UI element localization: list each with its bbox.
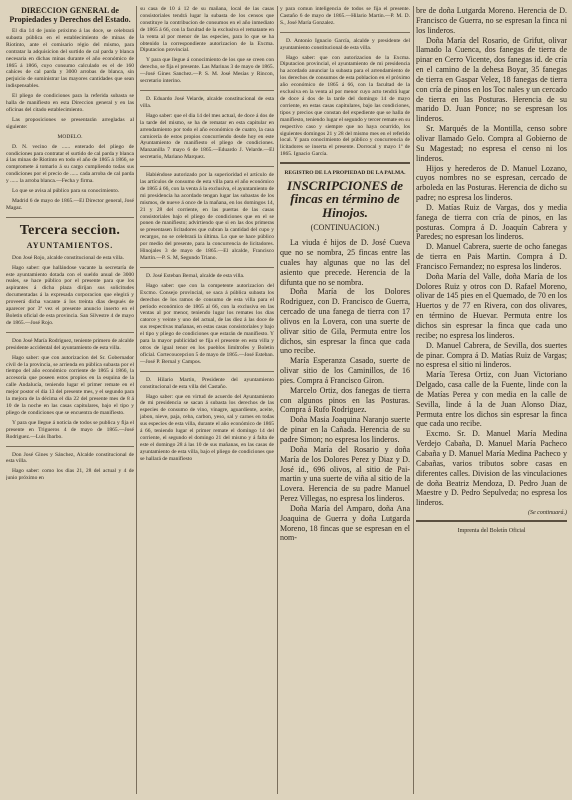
entry: D. Manuel Cabrera, de Sevilla, dos suertes de pinar. Compra á D. Matías Ruiz de Vargas; no espresa el sitio ni linderos.	[416, 340, 567, 370]
divider	[140, 166, 274, 167]
divider	[6, 446, 134, 447]
notice: Don José Rojo, alcalde constitucional de esta villa.	[12, 254, 124, 261]
notice: Hago saber: como los dias 21, 28 del actual y 4 de junio próximo en	[6, 468, 134, 482]
entry: D. Matías Ruiz de Vargas, dos y media fanega de tierra con cría de pinos, en las posturas. Compra á D. Joaquín Cabrera y Paredes; no espresan los linderos.	[416, 202, 567, 242]
model-text: D. N. vecino de ...... enterado del pliego de condiciones para contratar el surtido de cal parda y blanca á las minas de Riotinto en todo el año de 1865 á 1866, se compromete á tomarlo á su cargo cumpliendo todas sus condiciones por el precio de ...... cada arroba de cal parda y ...... la arroba blanca.—Fecha y firma.	[6, 143, 134, 185]
divider	[140, 90, 274, 91]
column-1	[6, 6, 134, 796]
divider	[6, 332, 134, 333]
continuation-label: (CONTINUACION.)	[310, 223, 380, 233]
notice: Hago saber: que con la competente autorizacion del Excmo. Consejo provincial, se saca á pública subasta los derechos de los ramos de consumo de esta villa para el período económico de 1865 al 66, con la exclusiva en las ventas al por menor, teniendo lugar los remates los dias catorce y veinte y uno del actual, de las diez á las doce de sus respectivas mañanas, en estas casas consistoriales y bajo el tipo y pliego de condiciones que estarán de manifiesto. Y para la mayor publicidad se fija el presente en esta villa y otros de igual tenor en los pueblos limítrofes y Boletin oficial. Cortecoucepcion 5 de mayo de 1865.—José Esteban.—José P. Bernal y Campos.	[140, 282, 274, 365]
column-rule	[277, 6, 278, 794]
printer-imprint: Imprenta del Boletín Oficial	[457, 528, 526, 535]
paragraph: El pliego de condiciones para la referida subasta se halla de manifiesto en esta Direccion general y en las oficinas del citado establecimiento.	[6, 93, 134, 113]
notice: D. Antonio Ignacio García, alcalde y presidente del ayuntamiento constitucional de esta villa.	[280, 37, 410, 51]
registry-header: REGISTRO DE LA PROPIEDAD DE LA PALMA.	[284, 170, 406, 177]
divider	[280, 162, 410, 164]
entry: La viuda é hijos de D. José Cueva que no se nombra, 25 fincas entre las cuales hay algunas que no las del asiento que precede. Herencia de la difunta que no se nombra.	[280, 238, 410, 287]
column-rule	[136, 6, 137, 794]
entry: Hijos y herederos de D. Manuel Lozano, cuyos nombres no se espresan, cercado de arboleda en las Posturas. Herencia de dicho su padre; no espresa los linderos.	[416, 163, 567, 203]
notice: Habiéndose autorizado por la superioridad el artículo de las artículos de consumo de esta villa para el año económico de 1865 á 66, con la venta á la exclusiva, el ayuntamiento de mi presidencia ha acordado tengan lugar las subastas de los mismos, de nueve á once de la mañana, en los domingos 14, 21 y 28 del corriente, en las puertas de las casas consistoriales bajo el pliego de condiciones que en el se ponen de manifiesto; advirtiendo que si en las dos primeras se presentasen licitadores que cubran la cantidad del cupo y recargos, no se celebrará la última. Lo que se hace público por medio del presente, para la concurrencia de licitadores. Hinojales 3 de mayo de 1865.—El alcalde, Francisco Martin.—P. S. M, Segundo Triano.	[140, 172, 274, 261]
entry: Doña María del Valle, doña María de los Dolores Ruiz y otros con D. Rafael Moreno, olivar de 145 pies en el Quemado, de 70 en los Huertos y de 77 en Rivera, con dos olivares, en término de Huevar. Permuta entre los dichos sin espresar la finca que cada uno recibe; no espresa los linderos.	[416, 271, 567, 340]
divider	[140, 267, 274, 268]
notice: D. Eduardo José Velarde, alcalde constitucional de esta villa.	[140, 95, 274, 109]
notice: Hago saber: que con autorizacion del Sr. Gobernador civil de la provincia, se arrienda en pública subasta por el tiempo del año económico corriente de 1865 á 1866, la accesoria que poseen estos propios en la esquina de la calle Andalucía, teniendo lugar el primer remate en el mejor postor el dia 13 del presente mes, y el segundo para la mejora de la décima el dia 22 del presente mes de 8 á 10 de la noche en las casas capitulares, bajo el tipo y pliego de condiciones que se encuentra de manifiesto.	[6, 354, 134, 416]
entry: bre de doña Lutgarda Moreno. Herencia de D. Francisco de Guerra, no se espresan la finca ni los linderos.	[416, 6, 567, 35]
paragraph: El dia 14 de junio próximo á las doce, se celebrará subasta pública en el establecimiento de minas de Riotinto, ante el comisario régio del mismo, para contratar la adquisicion del surtido de cal parda y blanca necesaria en dichas minas durante el año económico de 1865 á 1866, cuyo consumo calculado es el de 160 cahices de cal parda y 3000 arrobas de blanca, sin perjuicio de suministrar las mayores cantidades que sean indispensables.	[6, 28, 134, 90]
divider	[140, 371, 274, 372]
notice: Y para que llegue á noticia de todos se publica y fija el presente en Trigueros 4 de mayo de 1865.—José Rodriguez.—Luis Ibarbo.	[6, 419, 134, 440]
entry: Sr. Marqués de la Montilla, censo sobre olivar llamado Gelo. Compra al Gobierno de Su Magestad; no espresa el censo ni los linderos.	[416, 124, 567, 163]
column-4	[416, 6, 567, 796]
divider	[6, 217, 134, 218]
notice: D. José Esteban Bernal, alcalde de esta villa.	[146, 272, 245, 279]
entry: Doña María del Rosario, de Grifut, olivar llamado la Cuenca, dos fanegas de tierra de pinar en Cerro Vicente, dos fanegas id. de cría en el camino de la dehesa Boyar, 35 fanegas de tierra en Gaspar Velez, 18 fanegas de tierra con cría de pinos en los Toc nales y un cercado de tierra en las Posturas. Herencia de su marido D. Juan Ponce; no se espresan los linderos.	[416, 35, 567, 124]
direccion-header: DIRECCION GENERAL de Propiedades y Derechos del Estado.	[9, 6, 131, 24]
paragraph: Las proposiciones se presentarán arregladas al siguiente:	[6, 116, 134, 130]
notice: D. Hilario Martin, Presidente del ayuntamiento constitucional de esta villa del Castaño.	[140, 376, 274, 390]
entry: Doña Masia Joaquina Naranjo suerte de pinar en la Cañada. Herencia de su padre Simon; no espresa los linderos.	[280, 415, 410, 444]
column-2	[140, 6, 274, 796]
notice: Don José María Rodriguez, teniente primero de alcalde presidente accidental del ayuntamiento de esta villa.	[6, 337, 134, 351]
divider	[280, 32, 410, 33]
notice: Hago saber: que hallándose vacante la secretaría de este ayuntamiento dotada con el sueldo anual de 3000 reales, se hace público por el presente para que los aspirantes á dicha plaza dirijan sus solicitudes documentadas á la expresada corporacion que elegirá y proveerá dicha vacante á los treinta dias después de aparecer por 3ª vez el presente anuncio inserto en el Boletin oficial de esta provincia. San Silvestre 4 de mayo de 1865.—José Rojo.	[6, 264, 134, 326]
signature: Madrid 6 de mayo de 1865.—El Director general, José Magaz.	[6, 197, 134, 211]
to-be-continued: (Se continuará.)	[528, 510, 567, 517]
notice: Hago saber: que con autorizacion de la Excma. Diputacion provincial, el ayuntamiento de mi presidencia ha acordado anunciar la subasta para el arrendamiento de los derechos de consumos de esta poblacion en el próximo año económico de 1865 á 66, con la facultad de la exclusiva en la venta al por menor cuyo acto tendrá lugar de doce á dos de la tarde del domingo 14 de mayo corriente, en estas casas capitulares, bajo las condiciones, tipos y precios que constan del expediente que se halla de manifiesto, teniendo lugar el segundo y tercer remate en su respectivo caso y siempre que no haya ocurrido, los siguientes domingos 21 y 28 del mismo mes en el referido local. Y para conocimiento del público y concurrencia de licitadores se inserta el presente. Dorrocal y mayo 1º de 1865. Ignacio García.	[280, 54, 410, 158]
divider	[416, 520, 567, 522]
section-title: Tercera seccion.	[19, 222, 121, 238]
closing-text: Lo que se avisa al público para su conocimiento.	[12, 188, 120, 195]
entry: Doña María del Rosario y doña María de los Dolores Perez y Diaz y D. José id., 696 olivos, al sitio de Pai-martin y una suerte de viña al sitio de la Lovera. Herencia de su padre Manuel Perez Villegas, no espresa los linderos.	[280, 444, 410, 504]
entry: Excmo. Sr. D. Manuel María Medina Verdejo Cabaña, D. Manuel María Pacheco Cabaña y D. Manuel María Medina Pacheco y Cabañas, varios tributos sobre casas en diferentes calles. Division de las vinculaciones de doña Beatriz Mendoza, D. Pedro Juan de Maestre y D. Pedro Sepulveda; no espresa los linderos.	[416, 429, 567, 508]
entry: D. Manuel Cabrera, suerte de ocho fanegas de tierra en Pais Martin. Compra á D. Francisco Fernandez; no espresa los linderos.	[416, 242, 567, 271]
entry: Doña María de los Dolores Rodriguez, con D. Francisco de Guerra, cercado de una fanega de tierra con 17 olivos en la Lovera, con una suerte de olivar sitio de Gila, Permuta entre los dichos, sin espresar la finca que cada uno recibe.	[280, 287, 410, 356]
notice: Hago saber: que el dia 14 del mes actual, de doce á dos de la tarde del mismo, se ha de rematar en esta capitular en arrendamiento por todo el año económico de cuatro, la casa carnicería de estos propios concurriendo desde hoy en este Ayuntamiento de manifiesto el pliego de condiciones. Manzanilla 7 mayo 6 de 1865.—Eduardo J. Velarde.—El secretario, Mariano Marquez.	[140, 112, 274, 161]
paragraph: su casa de 10 á 12 de su mañana, local de las casas consistoriales tendrá lugar la subasta de los censos que constituye la contribucion de consumos en el año inmediato de 1865 á 66, con la facultad de la exclusiva el rematante en la venta al por menor de las especies, para lo que se ha obtenido la correspondiente autorizacion de la Excma. Diputacion provincial.	[140, 6, 274, 54]
paragraph: Y para que llegue á conocimiento de los que se creen con derecho, se fija el presente. Las Marinas 3 de mayo de 1865.—José Gines Sanchez.—P. S. M. José Mesías y Rincon, secretario interino.	[140, 57, 274, 85]
inscriptions-title: INSCRIPCIONES de fincas en término de Hinojos.	[287, 177, 403, 220]
model-label: MODELO.	[57, 133, 83, 140]
notice: Don José Gines y Sánchez, Alcalde constitucional de esta villa.	[6, 451, 134, 465]
entry: María Teresa Ortiz, con Juan Victoriano Delgado, casa calle de la Fuente, linde con la de Matías Perea y con media en la calle de Sevilla, linde á la de Juan Alonso Diaz, Permuta entre los dichos sin espresar la finca que cada uno recibe.	[416, 370, 567, 429]
notice: Hago saber: que en virtud de acuerdo del Ayuntamiento de mi presidencia se sacan á subasta los derechos de las especies de consumo de vino, vinagre, aguardiente, aceite, jabon, nieve, paja, ceba, carbon, yeso, sal y carnes en todas sus especies de esta villa, durante el año económico de 1865 á 66, teniendo lugar el primer remate el domingo 14 del corriente, el segundo el domingo 21 del mismo y á falta de este el domingo 28 á las 10 de sus mañanas, en las casas de ayuntamiento de esta villa, bajo el pliego de condiciones que se hallará de manifiesto	[140, 393, 274, 462]
column-rule	[413, 6, 414, 794]
entry: Marcelo Ortiz, dos fanegas de tierra con algunos pinos en las Posturas. Compra á Rufo Rodriguez.	[280, 385, 410, 415]
section-subtitle: AYUNTAMIENTOS.	[26, 240, 114, 250]
paragraph: y para comun inteligencia de todos se fija el presente. Castaño 6 de mayo de 1865.—Hilario Martin.—P. M. D. S., José María Gonzalez.	[280, 6, 410, 26]
entry: María Esperanza Casado, suerte de olivar sitio de los Caminillos, de 16 pies. Compra á Francisco Giron.	[280, 356, 410, 385]
column-3	[280, 6, 410, 796]
entry: Doña María del Amparo, doña Ana Joaquina de Guerra y doña Lutgarda Moreno, 18 fincas que se espresan en el nom-	[280, 503, 410, 543]
